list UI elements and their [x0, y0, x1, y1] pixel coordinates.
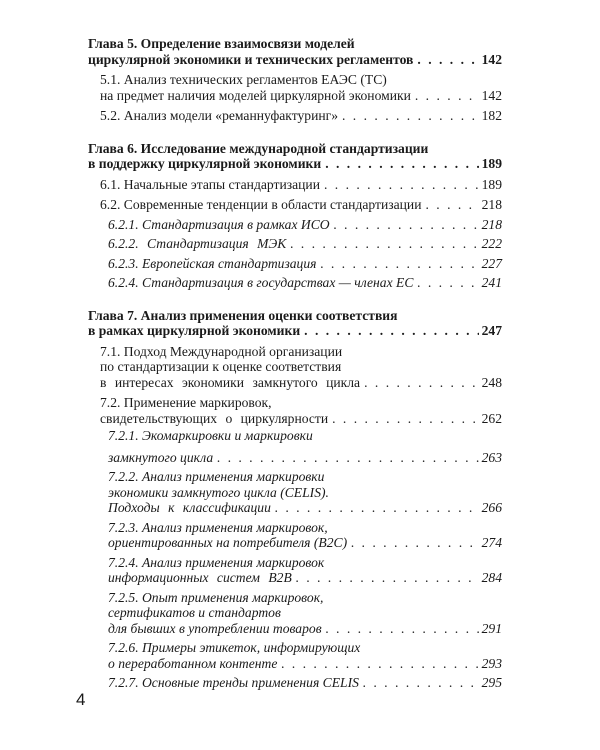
dot-leader — [320, 256, 478, 272]
toc-text-line: сертификатов и стандартов — [108, 605, 281, 620]
dot-leader — [304, 323, 478, 339]
toc-page-number: 241 — [481, 275, 502, 290]
toc-text-line: 7.2.1. Экомаркировки и маркировки — [108, 428, 313, 443]
toc-text-line: в интересах экономики замкнутого цикла — [100, 374, 361, 390]
dot-leader — [417, 275, 478, 291]
toc-chapter-6 — [88, 141, 502, 172]
toc-text-line: 6.1. Начальные этапы стандартизации — [100, 176, 320, 192]
dot-leader — [325, 156, 478, 172]
table-of-contents — [88, 36, 502, 691]
toc-subsection-7-2-5 — [108, 590, 502, 637]
toc-page-number: 227 — [481, 255, 502, 271]
toc-text-line: 7.2.3. Анализ применения маркировок, — [108, 519, 328, 535]
toc-section-5-1 — [100, 72, 502, 103]
toc-page-number: 247 — [481, 323, 502, 338]
toc-text-line: по стандартизации к оценке соответствия — [100, 359, 342, 374]
toc-subsection-7-2-4 — [108, 555, 502, 586]
dot-leader — [363, 675, 479, 691]
toc-subsection-7-2-7 — [108, 675, 502, 691]
toc-text-line: Глава 7. Анализ применения оценки соответствия — [88, 307, 398, 323]
dot-leader — [275, 500, 479, 516]
dot-leader — [334, 217, 479, 233]
toc-section-7-2 — [100, 395, 502, 426]
toc-subsection-6-2-1 — [108, 217, 502, 233]
toc-text-line: 7.2.5. Опыт применения маркировок, — [108, 589, 324, 605]
toc-page-number: 218 — [481, 216, 502, 232]
toc-text-line: ориентированных на потребителя (B2C) — [108, 535, 348, 550]
toc-page-number: 189 — [481, 156, 502, 171]
toc-text-line: 7.2.6. Примеры этикеток, информирующих — [108, 640, 361, 655]
toc-page-number: 142 — [481, 51, 502, 67]
toc-text-line: 6.2.2. Стандартизация МЭК — [108, 236, 287, 251]
dot-leader — [332, 411, 479, 427]
dot-leader — [290, 236, 478, 252]
toc-text-line: 7.2.7. Основные тренды применения CELIS — [108, 675, 359, 690]
toc-subsection-6-2-3 — [108, 256, 502, 272]
dot-leader — [324, 177, 479, 193]
toc-text-line: 7.2. Применение маркировок, — [100, 395, 272, 410]
toc-page-number: 293 — [481, 655, 502, 671]
toc-page-number: 142 — [481, 87, 502, 103]
toc-subsection-6-2-4 — [108, 275, 502, 291]
toc-subsection-7-2-3 — [108, 520, 502, 551]
toc-text-line: 7.2.2. Анализ применения маркировки — [108, 469, 325, 484]
toc-page-number: 189 — [481, 176, 502, 192]
toc-text-line: 7.2.4. Анализ применения маркировок — [108, 554, 325, 570]
dot-leader — [217, 450, 478, 466]
toc-page-number: 218 — [481, 197, 502, 212]
toc-text-line: Глава 6. Исследование международной стандартизации — [88, 140, 429, 156]
toc-text-line: в рамках циркулярной экономики — [88, 323, 301, 338]
toc-text-line: 6.2. Современные тенденции в области стандартизации — [100, 197, 422, 212]
toc-text-line: 7.1. Подход Международной организации — [100, 343, 343, 359]
toc-page-number: 291 — [481, 620, 502, 636]
toc-text-line: замкнутого цикла — [108, 449, 214, 465]
toc-text-line: 6.2.1. Стандартизация в рамках ИСО — [108, 216, 330, 232]
toc-text-line: на предмет наличия моделей циркулярной экономики — [100, 87, 411, 103]
toc-text-line: информационных систем B2B — [108, 570, 292, 585]
toc-text-line: Подходы к классификации — [108, 500, 271, 515]
toc-text-line: в поддержку циркулярной экономики — [88, 156, 322, 171]
dot-leader — [415, 88, 479, 104]
dot-leader — [364, 375, 479, 391]
toc-text-line: о переработанном контенте — [108, 655, 278, 671]
toc-chapter-7 — [88, 308, 502, 339]
dot-leader — [296, 570, 479, 586]
toc-page-number: 263 — [481, 449, 502, 465]
toc-text-line: 6.2.4. Стандартизация в государствах — членах ЕС — [108, 275, 414, 290]
toc-subsection-7-2-6 — [108, 640, 502, 671]
page-number: 4 — [76, 690, 86, 709]
toc-section-6-2 — [100, 197, 502, 213]
dot-leader — [342, 108, 479, 124]
dot-leader — [425, 197, 478, 213]
toc-section-6-1 — [100, 177, 502, 193]
dot-leader — [326, 621, 479, 637]
toc-text-line: 5.2. Анализ модели «реманнуфактуринг» — [100, 108, 338, 123]
toc-page-number: 262 — [481, 410, 502, 426]
toc-page-number: 248 — [481, 374, 502, 390]
toc-page-number: 284 — [481, 570, 502, 585]
toc-subsection-7-2-2 — [108, 469, 502, 516]
toc-text-line: экономики замкнутого цикла (CELIS). — [108, 484, 329, 500]
dot-leader — [281, 656, 478, 672]
toc-subsection-7-2-1 — [108, 428, 502, 465]
toc-text-line: 5.1. Анализ технических регламентов ЕАЭС (ТС) — [100, 72, 387, 87]
toc-page-number: 274 — [481, 535, 502, 550]
toc-subsection-6-2-2 — [108, 236, 502, 252]
toc-text-line: свидетельствующих о циркулярности — [100, 410, 329, 426]
dot-leader — [417, 52, 478, 68]
toc-page-number: 295 — [481, 675, 502, 690]
toc-page-number: 222 — [481, 236, 502, 251]
toc-page-number: 182 — [481, 108, 502, 123]
toc-page-number: 266 — [481, 500, 502, 515]
toc-section-7-1 — [100, 344, 502, 391]
toc-section-5-2 — [100, 108, 502, 124]
toc-chapter-5 — [88, 36, 502, 67]
dot-leader — [351, 535, 478, 551]
toc-text-line: Глава 5. Определение взаимосвязи моделей — [88, 36, 355, 51]
toc-text-line: циркулярной экономики и технических регламентов — [88, 51, 414, 67]
toc-text-line: для бывших в употреблении товаров — [108, 620, 322, 636]
toc-text-line: 6.2.3. Европейская стандартизация — [108, 255, 317, 271]
